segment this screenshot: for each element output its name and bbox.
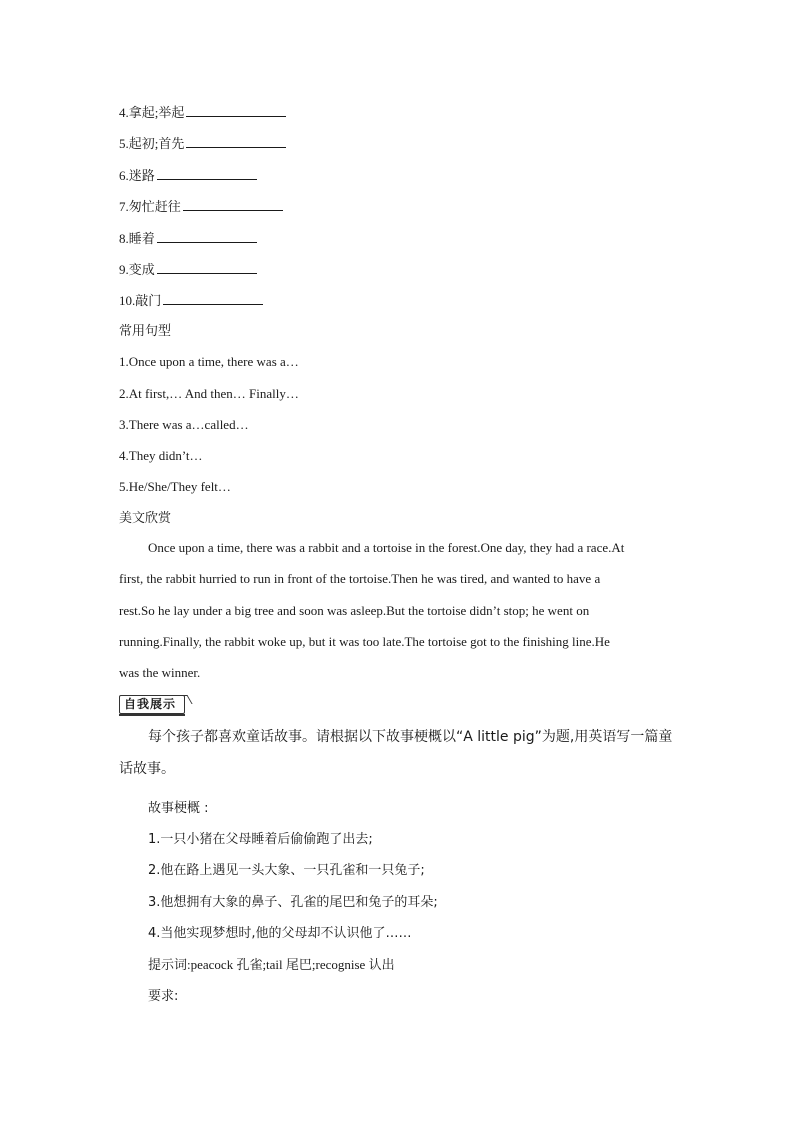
answer-blank[interactable] [157, 261, 257, 274]
outline-item: 4.当他实现梦想时,他的父母却不认识他了…… [148, 926, 412, 941]
essay-paragraph [119, 532, 679, 688]
answer-blank[interactable] [183, 198, 283, 211]
answer-blank[interactable] [186, 135, 286, 148]
vocab-item: 6.迷路 [119, 167, 257, 184]
answer-blank[interactable] [157, 230, 257, 243]
vocab-item: 9.变成 [119, 261, 257, 278]
hint-words: 提示词:peacock 孔雀;tail 尾巴;recognise 认出 [148, 957, 395, 972]
vocab-item: 5.起初;首先 [119, 135, 286, 152]
pattern-item: 5.He/She/They felt… [119, 479, 231, 494]
outline-item: 2.他在路上遇见一头大象、一只孔雀和一只兔子; [148, 863, 425, 878]
essay-heading: 美文欣赏 [119, 510, 172, 525]
essay-line: was the winner. [119, 665, 201, 681]
pattern-item: 1.Once upon a time, there was a… [119, 354, 299, 369]
pattern-item: 2.At first,… And then… Finally… [119, 386, 299, 401]
answer-blank[interactable] [186, 104, 286, 117]
task-line: 话故事。 [119, 761, 175, 777]
pattern-item: 4.They didn’t… [119, 448, 203, 463]
vocab-item: 8.睡着 [119, 230, 257, 247]
task-line: 每个孩子都喜欢童话故事。请根据以下故事梗概以“A little pig”为题,用英语写一篇童 [148, 729, 673, 745]
vocab-item: 10.敲门 [119, 292, 263, 309]
vocab-item: 7.匆忙赶往 [119, 198, 283, 215]
requirements-heading: 要求: [148, 989, 179, 1004]
essay-line: running.Finally, the rabbit woke up, but it was too late.The tortoise got to the finishing line.He [119, 633, 610, 649]
essay-line: rest.So he lay under a big tree and soon was asleep.But the tortoise didn’t stop; he went on [119, 602, 590, 618]
outline-heading: 故事梗概 : [148, 801, 209, 816]
essay-line: Once upon a time, there was a rabbit and a tortoise in the forest.One day, they had a race.At [148, 540, 625, 555]
essay-line: first, the rabbit hurried to run in front of the tortoise.Then he was tired, and wanted to have a [119, 571, 601, 587]
pattern-item: 3.There was a…called… [119, 417, 249, 432]
answer-blank[interactable] [163, 292, 263, 305]
answer-blank[interactable] [157, 167, 257, 180]
outline-item: 3.他想拥有大象的鼻子、孔雀的尾巴和兔子的耳朵; [148, 895, 438, 910]
task-description [119, 721, 679, 785]
patterns-heading: 常用句型 [119, 323, 172, 338]
outline-item: 1.一只小猪在父母睡着后偷偷跑了出去; [148, 832, 373, 847]
section-tag: 自我展示 [119, 695, 185, 714]
vocab-item: 4.拿起;举起 [119, 104, 286, 121]
